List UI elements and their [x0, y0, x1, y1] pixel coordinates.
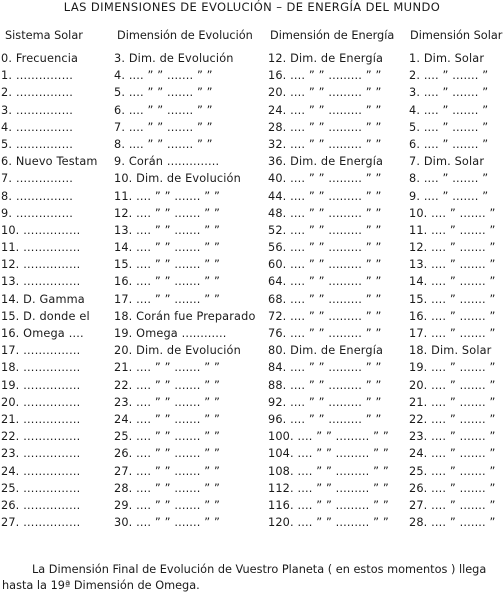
- list-item: 32. .... ” ” ......... ” ”: [268, 137, 382, 151]
- list-item: 26. .... ” ” ....... ” ”: [114, 447, 221, 461]
- list-item: 0. Frecuencia: [1, 52, 79, 65]
- list-item: 11. .... ” ” ....... ” ”: [114, 189, 221, 203]
- list-item: 10. Dim. de Evolución: [114, 172, 241, 186]
- list-item: 26. ……………: [1, 498, 81, 512]
- list-item: 28. .... ” ” ....... ” ”: [114, 481, 221, 495]
- list-item: 11. ……………: [1, 241, 81, 255]
- list-item: 5. .... ” ” ....... ” ”: [114, 86, 213, 100]
- list-item: 28. .... ” ” ......... ” ”: [268, 120, 382, 134]
- list-item: 7. .... ” ” ....... ” ”: [114, 120, 213, 134]
- list-item: 16. .... ” ” ....... ” ”: [114, 275, 221, 289]
- list-item: 4. .... ” ....... ”: [409, 103, 489, 117]
- list-item: 108. .... ” ” ......... ” ”: [268, 464, 389, 478]
- list-item: 8. .... ” ” ....... ” ”: [114, 137, 213, 151]
- column-dimension-energia: [268, 28, 408, 531]
- list-item: 22. .... ” ....... ”: [409, 412, 496, 426]
- list-item: 3. ……………: [1, 103, 74, 117]
- list-item: 24. .... ” ” ......... ” ”: [268, 103, 382, 117]
- list-item: 12. .... ” ....... ”: [409, 241, 496, 255]
- list-item: 1. ……………: [1, 69, 74, 83]
- list-item: 19. ……………: [1, 378, 81, 392]
- list-item: 9. .... ” ....... ”: [409, 189, 489, 203]
- list-item: 21. .... ” ....... ”: [409, 395, 496, 409]
- list-item: 28. .... ” ....... ”: [409, 516, 496, 530]
- list-item: 5. ……………: [1, 137, 74, 151]
- list-item: 56. .... ” ” ......... ” ”: [268, 241, 382, 255]
- list-item: 16. .... ” ” ......... ” ”: [268, 69, 382, 83]
- list-item: 12. .... ” ” ....... ” ”: [114, 206, 221, 220]
- list-item: 6. Nuevo Testam: [1, 155, 98, 169]
- list-item: 20. ……………: [1, 395, 81, 409]
- list-item: 14. D. Gamma: [1, 292, 85, 306]
- list-item: 24. .... ” ....... ”: [409, 447, 496, 461]
- list-item: 40. .... ” ” ......... ” ”: [268, 172, 382, 186]
- list-item: 17. .... ” ” ....... ” ”: [114, 292, 221, 306]
- list-item: 6. .... ” ” ....... ” ”: [114, 103, 213, 117]
- list-item: 17. ……………: [1, 344, 81, 358]
- list-item: 1. Dim. Solar: [409, 52, 485, 65]
- list-item: 15. .... ” ” ....... ” ”: [114, 258, 221, 272]
- list-item: 18. Dim. Solar: [409, 344, 492, 358]
- list-item: 5. .... ” ....... ”: [409, 120, 489, 134]
- list-item: 36. Dim. de Energía: [268, 155, 384, 169]
- list-item: 60. .... ” ” ......... ” ”: [268, 258, 382, 272]
- list-item: 22. .... ” ” ....... ” ”: [114, 378, 221, 392]
- list-item: 6. .... ” ....... ”: [409, 137, 489, 151]
- list-item: 14. .... ” ” ....... ” ”: [114, 241, 221, 255]
- list-item: 20. .... ” ” ......... ” ”: [268, 86, 382, 100]
- footer-paragraph: [2, 562, 502, 594]
- list-item: 92. .... ” ” ......... ” ”: [268, 395, 382, 409]
- list-item: 18. Corán fue Preparado: [114, 309, 256, 323]
- list-item: 15. .... ” ....... ”: [409, 292, 496, 306]
- list-item: 25. .... ” ” ....... ” ”: [114, 430, 221, 444]
- list-item: 104. .... ” ” ......... ” ”: [268, 447, 389, 461]
- list-item: 4. .... ” ” ....... ” ”: [114, 69, 213, 83]
- list-item: 48. .... ” ” ......... ” ”: [268, 206, 382, 220]
- list-item: 84. .... ” ” ......... ” ”: [268, 361, 382, 375]
- list-item: 15. D. donde el: [1, 309, 90, 323]
- list-item: 27. ……………: [1, 516, 81, 530]
- list-item: 7. ……………: [1, 172, 74, 186]
- list-item: 21. .... ” ” ....... ” ”: [114, 361, 221, 375]
- list-item: 24. .... ” ” ....... ” ”: [114, 412, 221, 426]
- list-item: 9. Corán ..............: [114, 155, 220, 169]
- list-item: 112. .... ” ” ......... ” ”: [268, 481, 389, 495]
- footer-line-1: La Dimensión Final de Evolución de Vuestro Planeta ( en estos momentos ) llega: [32, 563, 487, 576]
- column-header-dimension-energia: Dimensión de Energía: [270, 29, 395, 42]
- list-item: 76. .... ” ” ......... ” ”: [268, 327, 382, 340]
- list-item: 12. ……………: [1, 258, 81, 272]
- list-item: 19. Omega ............: [114, 327, 227, 340]
- list-item: 96. .... ” ” ......... ” ”: [268, 412, 382, 426]
- list-item: 18. ……………: [1, 361, 81, 375]
- footer-line-2: hasta la 19ª Dimensión de Omega.: [2, 579, 200, 592]
- list-item: 23. .... ” ” ....... ” ”: [114, 395, 221, 409]
- dimension-evolucion-list: [114, 50, 270, 531]
- list-item: 8. ……………: [1, 189, 74, 203]
- list-item: 23. .... ” ....... ”: [409, 430, 496, 444]
- list-item: 88. .... ” ” ......... ” ”: [268, 378, 382, 392]
- sistema-solar-list: [1, 50, 111, 531]
- column-sistema-solar: [1, 28, 111, 531]
- list-item: 8. .... ” ....... ”: [409, 172, 489, 186]
- dimension-solar-list: [409, 50, 504, 531]
- list-item: 13. .... ” ” ....... ” ”: [114, 223, 221, 237]
- list-item: 10. .... ” ....... ”: [409, 206, 496, 220]
- list-item: 2. .... ” ....... ”: [409, 69, 489, 83]
- list-item: 7. Dim. Solar: [409, 155, 485, 169]
- list-item: 27. .... ” ” ....... ” ”: [114, 464, 221, 478]
- list-item: 4. ……………: [1, 120, 74, 134]
- list-item: 26. .... ” ....... ”: [409, 481, 496, 495]
- column-header-dimension-evolucion: Dimensión de Evolución: [117, 29, 253, 42]
- list-item: 68. .... ” ” ......... ” ”: [268, 292, 382, 306]
- list-item: 25. ……………: [1, 481, 81, 495]
- list-item: 116. .... ” ” ......... ” ”: [268, 498, 389, 512]
- list-item: 19. .... ” ....... ”: [409, 361, 496, 375]
- list-item: 13. .... ” ....... ”: [409, 258, 496, 272]
- list-item: 100. .... ” ” ......... ” ”: [268, 430, 389, 444]
- list-item: 16. .... ” ....... ”: [409, 309, 496, 323]
- list-item: 3. .... ” ....... ”: [409, 86, 489, 100]
- list-item: 23. ……………: [1, 447, 81, 461]
- list-item: 20. .... ” ....... ”: [409, 378, 496, 392]
- list-item: 10. ……………: [1, 223, 81, 237]
- list-item: 30. .... ” ” ....... ” ”: [114, 516, 221, 530]
- list-item: 80. Dim. de Energía: [268, 344, 384, 358]
- list-item: 72. .... ” ” ......... ” ”: [268, 309, 382, 323]
- list-item: 64. .... ” ” ......... ” ”: [268, 275, 382, 289]
- list-item: 9. ……………: [1, 206, 74, 220]
- list-item: 16. Omega ….: [1, 327, 84, 340]
- list-item: 12. Dim. de Energía: [268, 52, 384, 65]
- list-item: 13. ……………: [1, 275, 81, 289]
- list-item: 52. .... ” ” ......... ” ”: [268, 223, 382, 237]
- list-item: 11. .... ” ....... ”: [409, 223, 496, 237]
- column-header-sistema-solar: Sistema Solar: [5, 29, 83, 42]
- list-item: 29. .... ” ” ....... ” ”: [114, 498, 221, 512]
- list-item: 17. .... ” ....... ”: [409, 327, 496, 340]
- column-dimension-solar: [409, 28, 504, 531]
- list-item: 3. Dim. de Evolución: [114, 52, 234, 65]
- list-item: 22. ……………: [1, 430, 81, 444]
- column-dimension-evolucion: [114, 28, 270, 531]
- list-item: 14. .... ” ....... ”: [409, 275, 496, 289]
- list-item: 21. ……………: [1, 412, 81, 426]
- dimension-energia-list: [268, 50, 408, 531]
- list-item: 27. .... ” ....... ”: [409, 498, 496, 512]
- list-item: 24. ……………: [1, 464, 81, 478]
- list-item: 120. .... ” ” ......... ” ”: [268, 516, 389, 530]
- page-title: LAS DIMENSIONES DE EVOLUCIÓN – DE ENERGÍA DEL MUNDO: [63, 0, 441, 14]
- list-item: 2. ……………: [1, 86, 74, 100]
- column-header-dimension-solar: Dimensión Solar: [410, 29, 503, 42]
- list-item: 25. .... ” ....... ”: [409, 464, 496, 478]
- list-item: 20. Dim. de Evolución: [114, 344, 241, 358]
- list-item: 44. .... ” ” ......... ” ”: [268, 189, 382, 203]
